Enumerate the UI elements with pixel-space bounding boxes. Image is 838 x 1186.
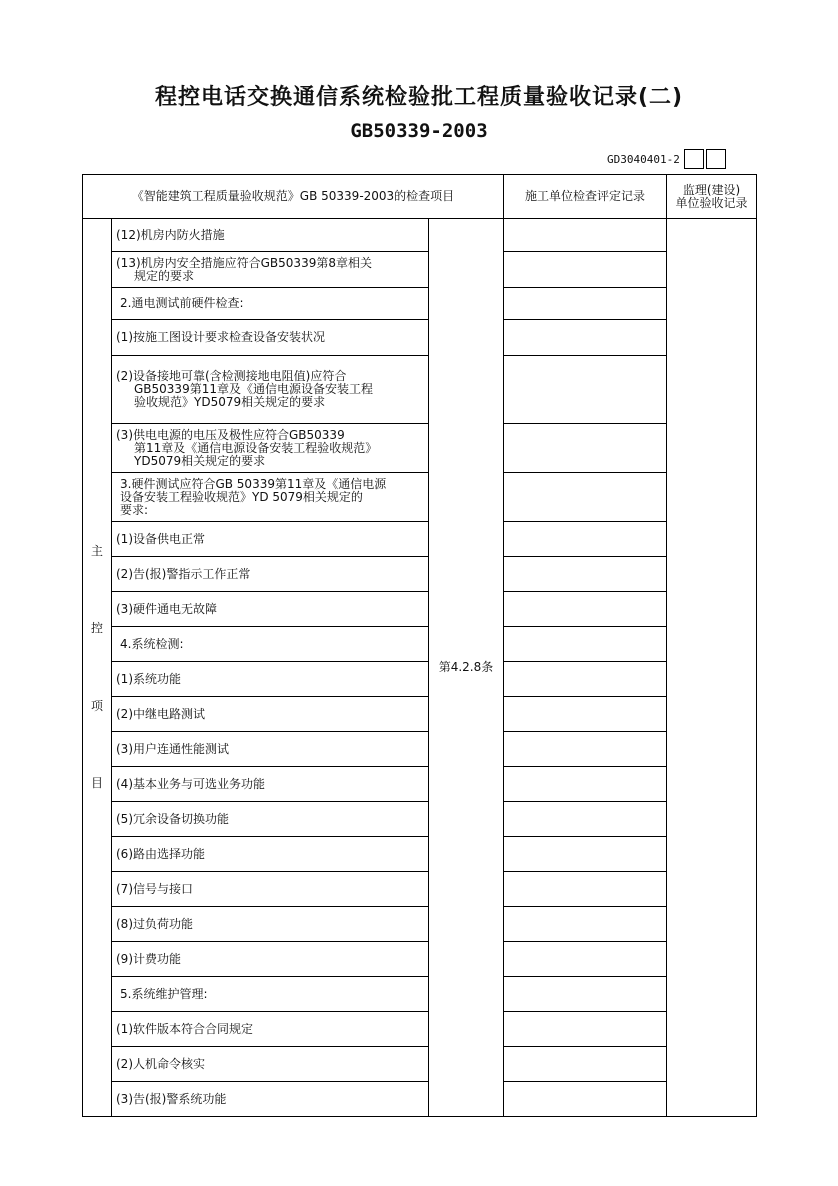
check-item-line: 5.系统维护管理: bbox=[120, 986, 208, 1001]
contractor-record-cell[interactable] bbox=[504, 802, 667, 837]
check-item-line: (8)过负荷功能 bbox=[116, 916, 193, 931]
table-row bbox=[83, 802, 757, 837]
check-item-line: (3)硬件通电无故障 bbox=[116, 601, 217, 616]
check-item bbox=[112, 288, 429, 320]
contractor-header: 施工单位检查评定记录 bbox=[504, 175, 667, 219]
contractor-record-cell[interactable] bbox=[504, 522, 667, 557]
check-item-line: 3.硬件测试应符合GB 50339第11章及《通信电源 bbox=[120, 476, 387, 491]
contractor-record-cell[interactable] bbox=[504, 356, 667, 424]
check-item-line: 验收规范》YD5079相关规定的要求 bbox=[134, 395, 326, 409]
form-code-box-1[interactable] bbox=[684, 149, 704, 169]
category-char: 项 bbox=[90, 698, 103, 713]
check-item-line: 第11章及《通信电源设备安装工程验收规范》 bbox=[134, 440, 378, 455]
standard-code: GB50339-2003 bbox=[350, 120, 488, 142]
check-item-line: GB50339第11章及《通信电源设备安装工程 bbox=[134, 382, 373, 396]
check-item bbox=[112, 627, 429, 662]
check-item bbox=[112, 837, 429, 872]
check-item-line: (1)按施工图设计要求检查设备安装状况 bbox=[116, 330, 325, 344]
contractor-record-cell[interactable] bbox=[504, 1082, 667, 1117]
check-item-line: (4)基本业务与可选业务功能 bbox=[116, 776, 265, 791]
check-items-header: 《智能建筑工程质量验收规范》GB 50339-2003的检查项目 bbox=[83, 175, 504, 219]
contractor-record-cell[interactable] bbox=[504, 837, 667, 872]
contractor-record-cell[interactable] bbox=[504, 872, 667, 907]
check-item bbox=[112, 1012, 429, 1047]
check-item-line: (2)告(报)警指示工作正常 bbox=[116, 566, 251, 581]
table-row bbox=[83, 424, 757, 473]
table-row bbox=[83, 1012, 757, 1047]
check-item bbox=[112, 1082, 429, 1117]
check-item-line: (2)设备接地可靠(含检测接地电阻值)应符合 bbox=[116, 369, 347, 383]
contractor-record-cell[interactable] bbox=[504, 1047, 667, 1082]
table-row bbox=[83, 557, 757, 592]
check-item-line: (3)用户连通性能测试 bbox=[116, 741, 229, 756]
contractor-record-cell[interactable] bbox=[504, 1012, 667, 1047]
supervisor-header-line1: 监理(建设) bbox=[682, 182, 741, 197]
check-item bbox=[112, 942, 429, 977]
check-item bbox=[112, 732, 429, 767]
check-item bbox=[112, 356, 429, 424]
contractor-record-cell[interactable] bbox=[504, 907, 667, 942]
check-item-line: 要求: bbox=[120, 502, 149, 517]
table-row bbox=[83, 907, 757, 942]
contractor-record-cell[interactable] bbox=[504, 219, 667, 252]
supervisor-header bbox=[667, 175, 757, 219]
check-item bbox=[112, 1047, 429, 1082]
category-char: 目 bbox=[90, 775, 103, 790]
category-cell bbox=[83, 219, 112, 1117]
table-row bbox=[83, 320, 757, 356]
table-row bbox=[83, 1047, 757, 1082]
check-item bbox=[112, 977, 429, 1012]
table-row bbox=[83, 977, 757, 1012]
table-row bbox=[83, 219, 757, 252]
check-item-line: YD5079相关规定的要求 bbox=[134, 453, 266, 468]
contractor-record-cell[interactable] bbox=[504, 697, 667, 732]
table-row bbox=[83, 872, 757, 907]
check-item bbox=[112, 473, 429, 522]
check-item-line: (13)机房内安全措施应符合GB50339第8章相关 bbox=[116, 255, 372, 270]
check-item bbox=[112, 320, 429, 356]
check-item bbox=[112, 662, 429, 697]
check-item bbox=[112, 252, 429, 288]
contractor-record-cell[interactable] bbox=[504, 767, 667, 802]
contractor-record-cell[interactable] bbox=[504, 662, 667, 697]
supervisor-record-cell[interactable] bbox=[667, 219, 757, 1117]
table-row bbox=[83, 356, 757, 424]
table-row bbox=[83, 767, 757, 802]
check-item-line: (2)人机命令核实 bbox=[116, 1056, 205, 1071]
table-row bbox=[83, 732, 757, 767]
check-item bbox=[112, 767, 429, 802]
category-char: 控 bbox=[90, 621, 103, 636]
category-char: 主 bbox=[90, 544, 103, 558]
table-row bbox=[83, 627, 757, 662]
check-item-line: (1)设备供电正常 bbox=[116, 531, 205, 546]
form-code: GD3040401-2 bbox=[607, 152, 680, 166]
supervisor-header-line2: 单位验收记录 bbox=[675, 195, 748, 210]
check-item-line: (9)计费功能 bbox=[116, 951, 181, 966]
header-row bbox=[83, 175, 757, 219]
check-item-line: (2)中继电路测试 bbox=[116, 706, 205, 721]
check-item-line: (6)路由选择功能 bbox=[116, 846, 205, 861]
inspection-table bbox=[82, 174, 757, 1117]
contractor-record-cell[interactable] bbox=[504, 288, 667, 320]
table-row bbox=[83, 662, 757, 697]
check-item bbox=[112, 557, 429, 592]
table-row bbox=[83, 1082, 757, 1117]
table-row bbox=[83, 252, 757, 288]
check-item-line: (12)机房内防火措施 bbox=[116, 227, 225, 242]
check-item bbox=[112, 907, 429, 942]
contractor-record-cell[interactable] bbox=[504, 732, 667, 767]
check-item-line: (1)系统功能 bbox=[116, 671, 181, 686]
table-row bbox=[83, 522, 757, 557]
table-row bbox=[83, 473, 757, 522]
check-item-line: 设备安装工程验收规范》YD 5079相关规定的 bbox=[120, 489, 363, 504]
contractor-record-cell[interactable] bbox=[504, 320, 667, 356]
check-item bbox=[112, 697, 429, 732]
contractor-record-cell[interactable] bbox=[504, 473, 667, 522]
check-item-line: 2.通电测试前硬件检查: bbox=[120, 296, 244, 310]
clause-reference: 第4.2.8条 bbox=[429, 219, 504, 1117]
table-row bbox=[83, 697, 757, 732]
form-code-box-2[interactable] bbox=[706, 149, 726, 169]
check-item-line: 规定的要求 bbox=[134, 268, 195, 283]
form-code-group bbox=[607, 148, 726, 170]
check-item-line: (3)告(报)警系统功能 bbox=[116, 1091, 227, 1106]
table-row bbox=[83, 837, 757, 872]
contractor-record-cell[interactable] bbox=[504, 592, 667, 627]
check-item bbox=[112, 802, 429, 837]
form-title: 程控电话交换通信系统检验批工程质量验收记录(二) bbox=[154, 85, 684, 110]
table-row bbox=[83, 592, 757, 627]
contractor-record-cell[interactable] bbox=[504, 942, 667, 977]
check-item bbox=[112, 872, 429, 907]
check-item-line: (5)冗余设备切换功能 bbox=[116, 811, 229, 826]
check-item bbox=[112, 424, 429, 473]
contractor-record-cell[interactable] bbox=[504, 557, 667, 592]
contractor-record-cell[interactable] bbox=[504, 977, 667, 1012]
check-item-line: (3)供电电源的电压及极性应符合GB50339 bbox=[116, 427, 345, 442]
table-row bbox=[83, 942, 757, 977]
check-item-line: 4.系统检测: bbox=[120, 636, 184, 651]
check-item bbox=[112, 219, 429, 252]
check-item bbox=[112, 592, 429, 627]
table-row bbox=[83, 288, 757, 320]
contractor-record-cell[interactable] bbox=[504, 252, 667, 288]
contractor-record-cell[interactable] bbox=[504, 424, 667, 473]
check-item-line: (7)信号与接口 bbox=[116, 881, 193, 896]
check-item-line: (1)软件版本符合合同规定 bbox=[116, 1021, 253, 1036]
contractor-record-cell[interactable] bbox=[504, 627, 667, 662]
check-item bbox=[112, 522, 429, 557]
